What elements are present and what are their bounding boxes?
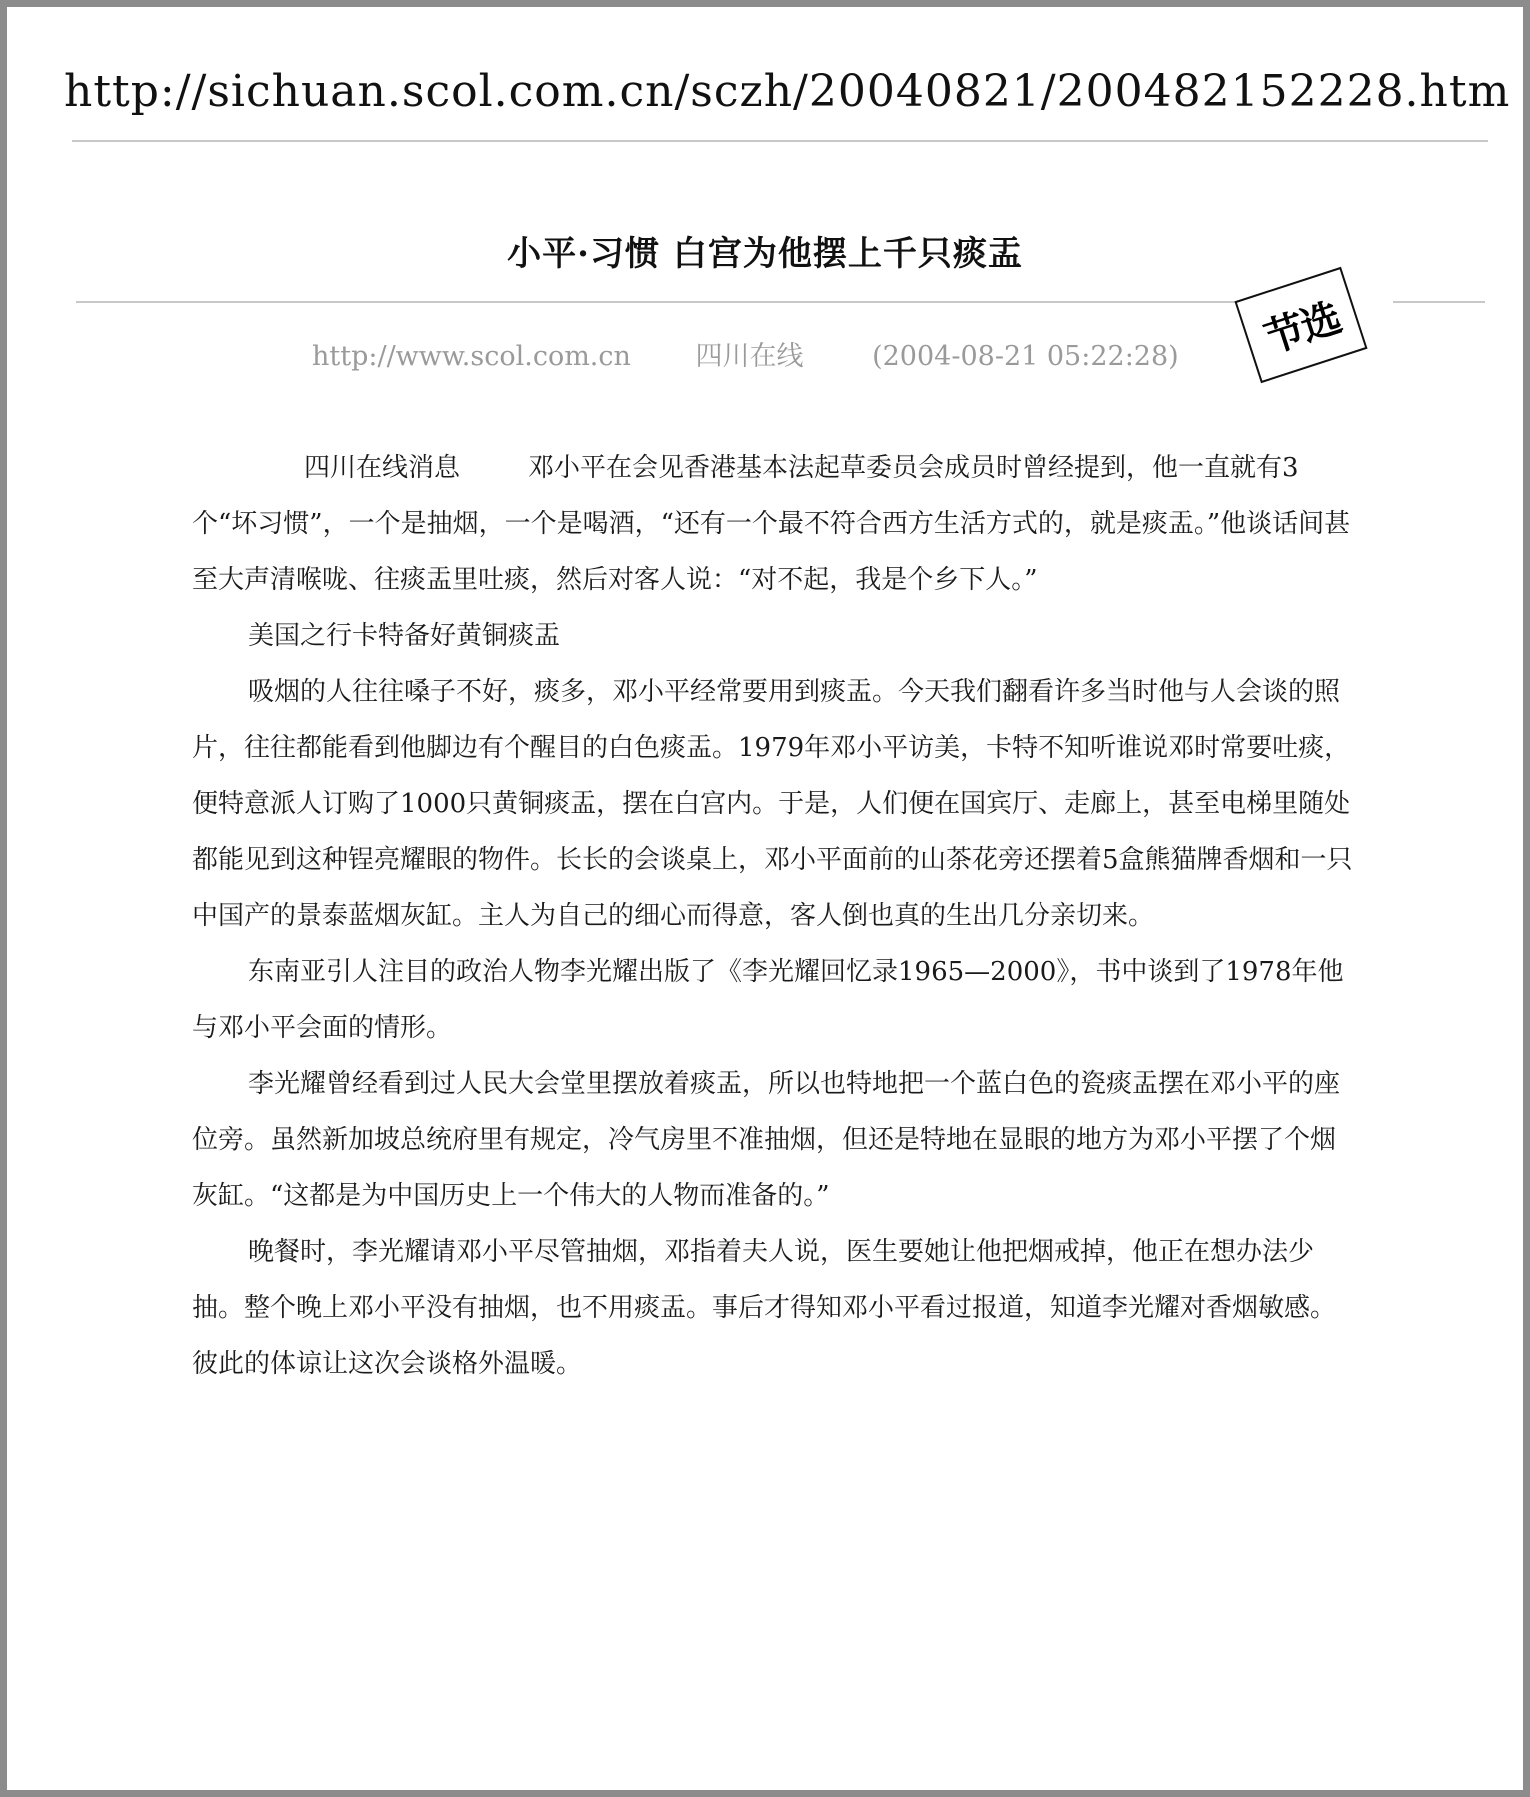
publish-datetime: (2004-08-21 05:22:28) xyxy=(872,341,1179,372)
excerpt-stamp-label: 节选 xyxy=(1258,294,1346,362)
lead-text: 邓小平在会见香港基本法起草委员会成员时曾经提到，他一直就有3个“坏习惯”，一个是抽烟，一个是喝酒，“还有一个最不符合西方生活方式的，就是痰盂。”他谈话间甚至大声清喉咙、往痰盂里吐痰，然后对客人说：“对不起，我是个乡下人。” xyxy=(192,453,1351,595)
article-meta xyxy=(312,334,1179,373)
divider xyxy=(72,140,1488,142)
body-paragraph: 东南亚引人注目的政治人物李光耀出版了《李光耀回忆录1965—2000》，书中谈到了1978年他与邓小平会面的情形。 xyxy=(192,957,1344,1043)
divider xyxy=(1393,301,1485,303)
divider xyxy=(76,301,1246,303)
source-name: 四川在线 xyxy=(695,341,804,372)
section-subheading: 美国之行卡特备好黄铜痰盂 xyxy=(248,621,561,651)
page-url: http://sichuan.scol.com.cn/sczh/20040821/200482152228.htm xyxy=(64,66,1511,117)
body-paragraph: 晚餐时，李光耀请邓小平尽管抽烟，邓指着夫人说，医生要她让他把烟戒掉，他正在想办法少抽。整个晚上邓小平没有抽烟，也不用痰盂。事后才得知邓小平看过报道，知道李光耀对香烟敏感。彼此的体谅让这次会谈格外温暖。 xyxy=(192,1237,1337,1379)
article-title: 小平·习惯 白宫为他摆上千只痰盂 xyxy=(507,234,1023,274)
source-url: http://www.scol.com.cn xyxy=(312,341,631,372)
article-body xyxy=(192,440,1360,1392)
lead-prefix: 四川在线消息 xyxy=(304,453,461,483)
body-paragraph: 李光耀曾经看到过人民大会堂里摆放着痰盂，所以也特地把一个蓝白色的瓷痰盂摆在邓小平的座位旁。虽然新加坡总统府里有规定，冷气房里不准抽烟，但还是特地在显眼的地方为邓小平摆了个烟灰缸。“这都是为中国历史上一个伟大的人物而准备的。” xyxy=(192,1069,1341,1211)
body-paragraph: 吸烟的人往往嗓子不好，痰多，邓小平经常要用到痰盂。今天我们翻看许多当时他与人会谈的照片，往往都能看到他脚边有个醒目的白色痰盂。1979年邓小平访美，卡特不知听谁说邓时常要吐痰，便特意派人订购了1000只黄铜痰盂，摆在白宫内。于是，人们便在国宾厅、走廊上，甚至电梯里随处都能见到这种锃亮耀眼的物件。长长的会谈桌上，邓小平面前的山茶花旁还摆着5盒熊猫牌香烟和一只中国产的景泰蓝烟灰缸。主人为自己的细心而得意，客人倒也真的生出几分亲切来。 xyxy=(192,677,1353,931)
lead-paragraph xyxy=(192,440,1360,608)
